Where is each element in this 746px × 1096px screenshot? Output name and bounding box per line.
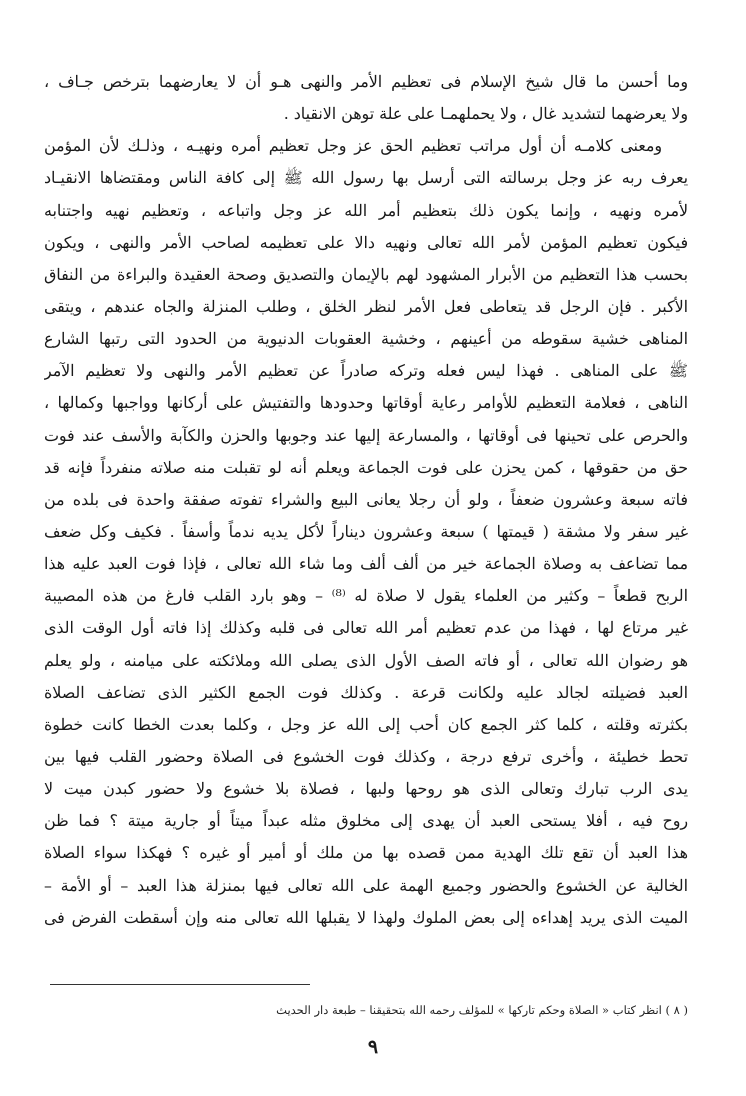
body-line: ولا يعرضهما لتشديد غال ، ولا يحملهمـا على علة توهن الانقياد . [283, 104, 688, 124]
body-line: العبد فضيلته لجالد عليه ولكانت قرعة . وكذلك فوت الجمع الكثير الذى تضاعف الصلاة [44, 682, 688, 702]
body-line: يعرف ربه عز وجل برسالته التى أرسل بها رسول الله ﷺ إلى كافة الناس ومقتضاها الانقيـاد [44, 168, 688, 188]
body-line: الربح قطعاً – وكثير من العلماء يقول لا صلاة له ⁽⁸⁾ – وهو بارد القلب فارغ من هذه المصيبة [44, 586, 688, 606]
body-line: غير سفر ولا مشقة ( قيمتها ) سبعة وعشرون ديناراً لأكل يديه ندماً وأسفاً . فكيف وكل ضعف [44, 521, 688, 541]
body-line: ومعنى كلامـه أن أول مراتب تعظيم الحق عز وجل تعظيم أمره ونهيـه ، وذلـك لأن المؤمن [44, 136, 662, 156]
body-line: بكثرته وقلته ، كلما كثر الجمع كان أحب إلى الله عز وجل ، وكلما بعدت الخطا كانت خطوة [44, 714, 688, 734]
body-text [44, 66, 688, 934]
body-line: بحسب هذا التعظيم من الأبرار المشهود لهم بالإيمان والتصديق وصحة العقيدة والبراءة من النفاق [44, 264, 688, 284]
body-line: غير مرتاع لها ، فهذا من عدم تعظيم أمر الله تعالى فى قلبه وكذلك إذا فاته أول الوقت الذى [44, 618, 688, 638]
body-line: هو رضوان الله تعالى ، أو فاته الصف الأول الذى يصلى الله وملائكته على ميامنه ، ولو يعلم [44, 650, 688, 670]
body-line: المناهى خشية سقوطه من أعينهم ، وخشية العقوبات الدنيوية من الحدود التى رتبها الشارع [44, 329, 688, 349]
body-line: حق من حقوقها ، كمن يحزن على فوت الجماعة ويعلم أنه لو تقبلت منه صلاته منفرداً فإنه قد [44, 457, 688, 477]
footnote-divider [50, 984, 310, 985]
body-line: يدى الرب تبارك وتعالى الذى هو روحها ولبها ، فصلاة بلا خشوع ولا حضور كبدن ميت لا [44, 779, 688, 799]
body-line: ﷺ على المناهى . فهذا ليس فعله وتركه صادراً عن تعظيم الأمر والنهى ولا تعظيم الآمر [44, 361, 688, 381]
body-line: هذا العبد أن تقع تلك الهدية ممن قصده بها من ملك أو أمير أو غيره ؟ فهكذا سواء الصلاة [44, 843, 688, 863]
body-line: والحرص على تحينها فى أوقاتها ، والمسارعة إليها عند وجوبها والحزن والكآبة والأسف عند فوت [44, 425, 688, 445]
body-line: الخالية عن الخشوع والحضور وجميع الهمة على الله تعالى فيها بمنزلة هذا العبد – أو الأمة – [44, 875, 688, 895]
body-line: روح فيه ، أفلا يستحى العبد أن يهدى إلى مخلوق مثله عبداً ميتاً أو جارية ميتة ؟ فما ظن [44, 811, 688, 831]
body-line: مما تضاعف به وصلاة الجماعة خير من ألف ألف وما شاء الله تعالى ، فإذا فوت العبد عليه هذا [44, 554, 688, 574]
page-number: ٩ [367, 1036, 379, 1058]
footnote: ( ٨ ) انظر كتاب « الصلاة وحكم تاركها » للمؤلف رحمه الله بتحقيقنا – طبعة دار الحديث [276, 1003, 688, 1017]
body-line: وما أحسن ما قال شيخ الإسلام فى تعظيم الأمر والنهى هـو أن لا يعارضهما بترخص جـاف ، [44, 72, 688, 91]
body-line: تحط خطيئة ، وأخرى ترفع درجة ، وكذلك فوت الخشوع فى الصلاة وحضور القلب فيها بين [44, 746, 688, 766]
body-line: فيكون تعظيم المؤمن لأمر الله تعالى ونهيه دالا على تعظيمه لصاحب الأمر والنهى ، ويكون [44, 232, 688, 252]
body-line: فاته سبعة وعشرون ضعفاً ، ولو أن رجلا يعانى البيع والشراء تفوته صفقة واحدة فى بلده من [44, 489, 688, 509]
body-line: الميت الذى يريد إهداءه إلى بعض الملوك ولهذا لا يقبلها الله تعالى منه وإن أسقطت الفرض فى [44, 907, 688, 927]
body-line: الناهى ، فعلامة التعظيم للأوامر رعاية أوقاتها وحدودها والتفتيش على أركانها وواجبها وكمالها ، [44, 393, 688, 413]
body-line: لأمره ونهيه ، وإنما يكون ذلك بتعظيم أمر الله عز وجل واتباعه ، وتعظيم نهيه واجتنابه [44, 200, 688, 220]
body-line: الأكبر . فإن الرجل قد يتعاطى فعل الأمر لنظر الخلق ، وطلب المنزلة والجاه عندهم ، ويتقى [44, 296, 688, 316]
